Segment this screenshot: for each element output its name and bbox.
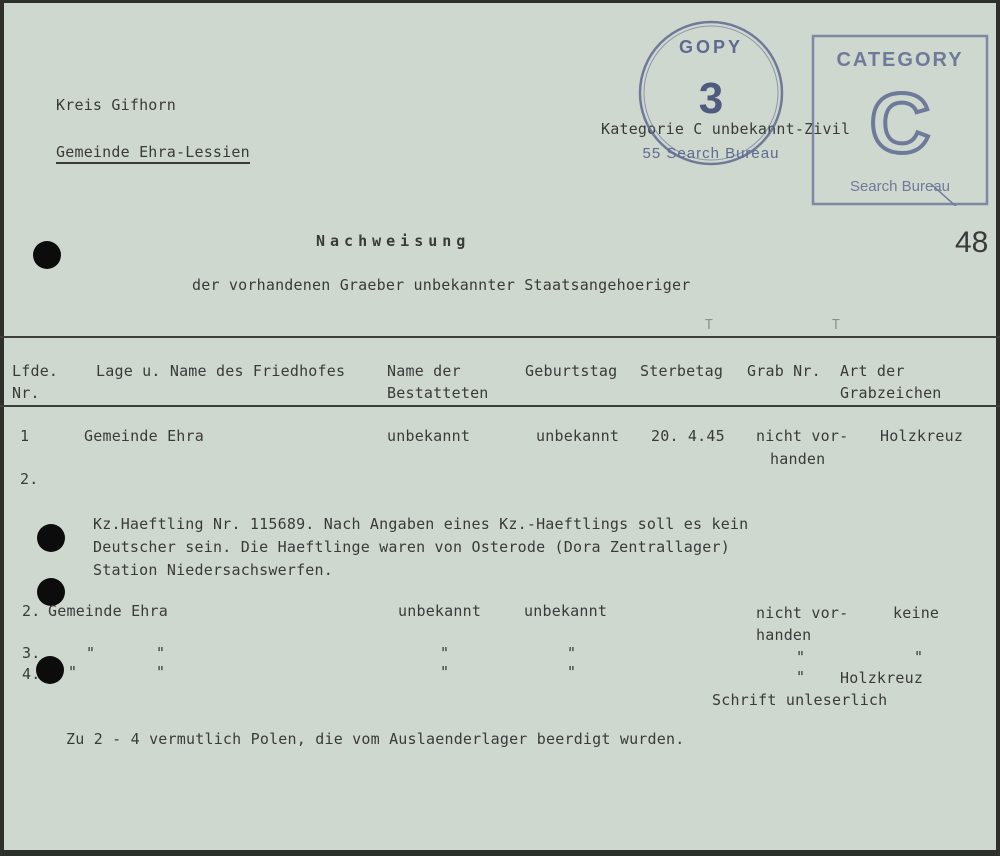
stamp-round-ring-text: 55 Search Bureau [642, 145, 780, 162]
row3-ditto: " [440, 644, 450, 662]
row1-grab-1: nicht vor- [756, 427, 849, 445]
row3-ditto: " [914, 648, 924, 666]
row3-ditto: " [567, 644, 577, 662]
header-nr: Nr. [12, 384, 40, 402]
row4-ditto: " [68, 663, 78, 681]
note-line-1: Kz.Haeftling Nr. 115689. Nach Angaben eines Kz.-Haeftlings soll es kein [93, 515, 749, 533]
scan-border-left [0, 0, 4, 856]
header-grabzeichen: Grabzeichen [840, 384, 942, 402]
punch-hole [33, 241, 61, 269]
stamp-round-top-text: GOPY [678, 37, 744, 57]
row1-nr: 1 [20, 427, 30, 445]
document-heading: Nachweisung [316, 232, 471, 250]
row2-geburtstag: unbekannt [524, 602, 608, 620]
row2-grab-1: nicht vor- [756, 604, 849, 622]
row1-nr2: 2. [20, 470, 39, 488]
note-line-2: Deutscher sein. Die Haeftlinge waren von Osterode (Dora Zentrallager) [93, 538, 730, 556]
row4-ditto: " [567, 663, 577, 681]
header-grab: Grab Nr. [747, 362, 821, 380]
gemeinde-label: Gemeinde Ehra-Lessien [56, 143, 250, 164]
row2-lage: Gemeinde Ehra [48, 602, 168, 620]
header-lage: Lage u. Name des Friedhofes [96, 362, 346, 380]
row1-sterbetag: 20. 4.45 [651, 427, 725, 445]
category-box-stamp [811, 34, 989, 206]
table-top-rule [0, 336, 1000, 338]
row4-schrift: Schrift unleserlich [712, 691, 888, 709]
kategorie-label: Kategorie C unbekannt-Zivil [601, 120, 851, 138]
scan-border-right [996, 0, 1000, 856]
row1-grab-2: handen [770, 450, 826, 468]
row1-name: unbekannt [387, 427, 471, 445]
row1-lage: Gemeinde Ehra [84, 427, 204, 445]
row2-nr: 2. [22, 602, 41, 620]
column-mark: T [705, 318, 713, 333]
column-mark: T [832, 318, 840, 333]
row4-ditto: " [440, 663, 450, 681]
row2-grab-2: handen [756, 626, 812, 644]
punch-hole [37, 524, 65, 552]
handwritten-number: 48 [955, 226, 989, 259]
row3-ditto: " [86, 644, 96, 662]
row4-art: Holzkreuz [840, 669, 924, 687]
row3-ditto: " [796, 648, 806, 666]
row3-nr: 3. [22, 644, 41, 662]
stamp-box-letter: C [869, 76, 931, 170]
kreis-label: Kreis Gifhorn [56, 96, 176, 114]
row1-geburtstag: unbekannt [536, 427, 620, 445]
header-sterbetag: Sterbetag [640, 362, 724, 380]
document-subtitle: der vorhandenen Graeber unbekannter Staatsangehoeriger [192, 276, 691, 294]
row4-nr: 4. [22, 665, 41, 683]
footnote: Zu 2 - 4 vermutlich Polen, die vom Auslaenderlager beerdigt wurden. [66, 730, 685, 748]
row2-art: keine [893, 604, 940, 622]
row2-name: unbekannt [398, 602, 482, 620]
row3-ditto: " [156, 644, 166, 662]
stamp-box-footer: Search Bureau [849, 178, 951, 195]
search-bureau-round-stamp [636, 18, 786, 168]
scan-border-top [0, 0, 1000, 3]
row1-art: Holzkreuz [880, 427, 964, 445]
row4-ditto: " [156, 663, 166, 681]
header-lfde: Lfde. [12, 362, 59, 380]
stamp-round-number: 3 [698, 74, 724, 123]
header-art: Art der [840, 362, 905, 380]
row4-ditto: " [796, 668, 806, 686]
scan-border-bottom [0, 850, 1000, 856]
note-line-3: Station Niedersachswerfen. [93, 561, 333, 579]
table-header-rule [0, 405, 1000, 407]
stamp-box-title: CATEGORY [836, 49, 964, 71]
header-bestatteten: Bestatteten [387, 384, 489, 402]
header-geburtstag: Geburtstag [525, 362, 618, 380]
header-name: Name der [387, 362, 461, 380]
